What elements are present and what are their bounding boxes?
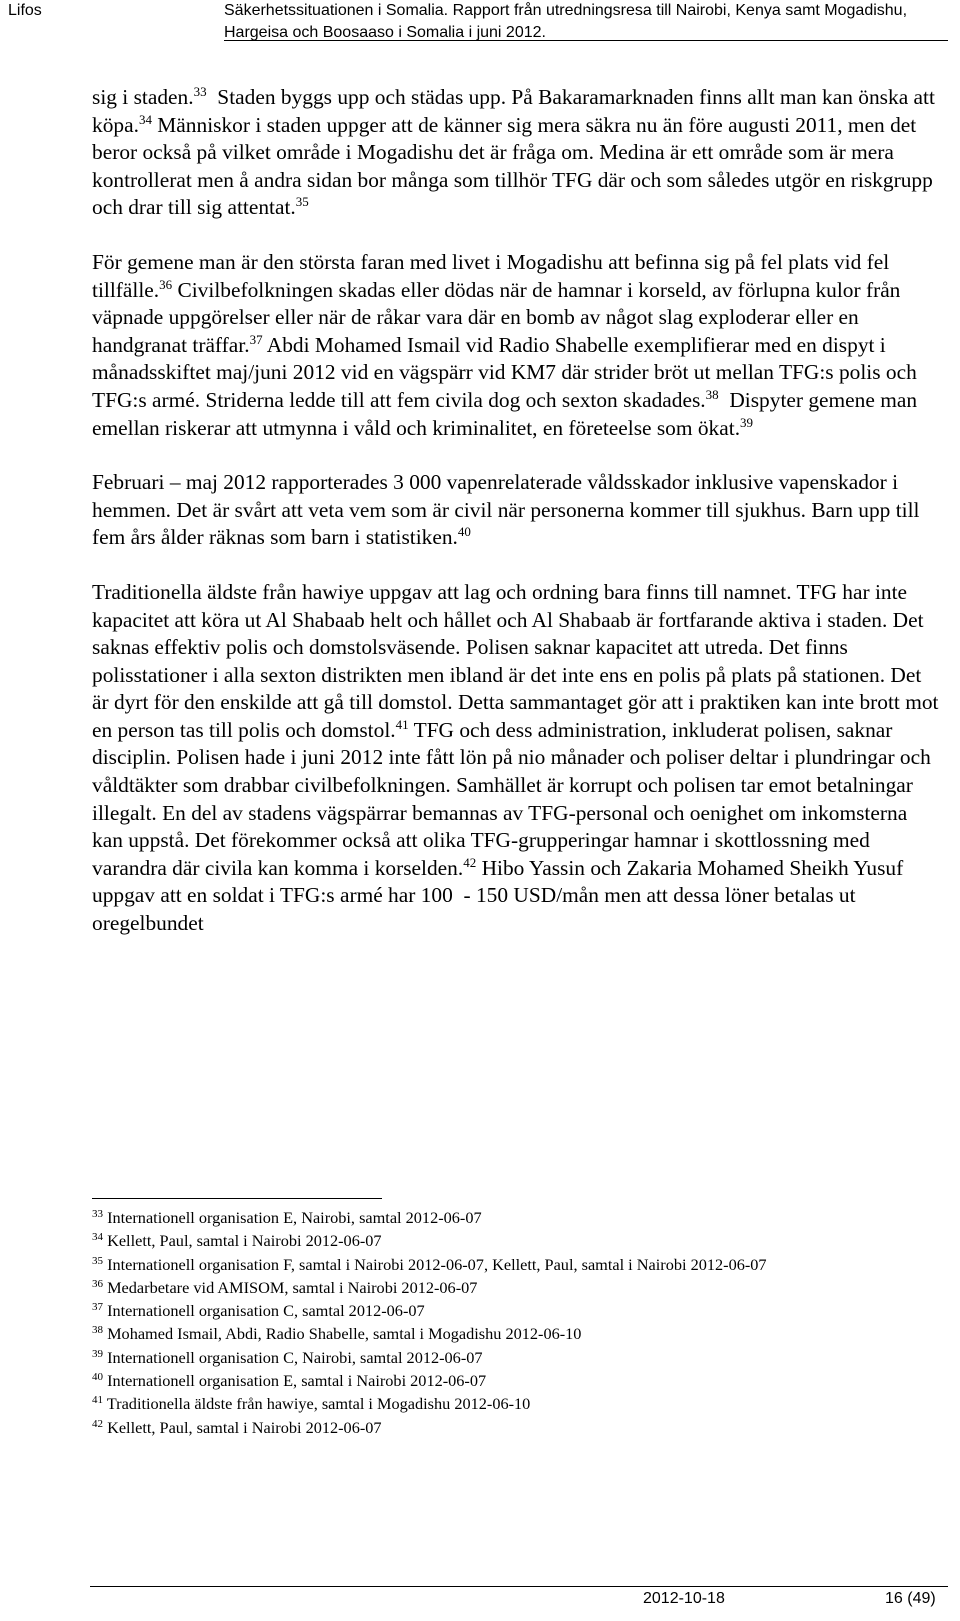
paragraph <box>92 469 942 552</box>
footer-rule <box>90 1586 948 1587</box>
footnote-number: 41 <box>92 1394 103 1407</box>
footnote-number: 35 <box>92 1254 103 1267</box>
paragraph-text: Hibo Yassin och Zakaria Mohamed Sheikh Yusuf uppgav att en soldat i TFG:s armé har 100 - 150 USD/mån men att dessa löner betalas ut oregelbundet <box>92 855 909 936</box>
footnote-reference[interactable]: 42 <box>463 854 477 870</box>
footnote-separator <box>92 1198 382 1199</box>
page-header <box>0 0 960 44</box>
footnote-reference[interactable]: 39 <box>740 414 754 430</box>
page-number: 16 (49) <box>885 1590 936 1607</box>
footnote-number: 33 <box>92 1208 103 1220</box>
footnote <box>92 1369 942 1392</box>
footnote <box>92 1322 942 1345</box>
header-rule <box>224 40 948 41</box>
paragraph-text: Februari – maj 2012 rapporterades 3 000 vapenrelaterade våldsskador inklusive vapenskador i hemmen. Det är svårt att veta vem som är civil när personerna kommer till sjukhus. Barn upp till fem års ålder räknas som barn i statistiken. <box>92 470 925 550</box>
paragraph <box>92 249 942 442</box>
footnote-reference[interactable]: 36 <box>159 276 173 292</box>
footnote-reference[interactable]: 34 <box>138 111 152 127</box>
paragraph-text: För gemene man är den största faran med livet i Mogadishu att befinna sig på fel plats vid fel tillfälle. <box>92 249 895 302</box>
footnote-text: Internationell organisation E, Nairobi, samtal 2012-06-07 <box>107 1208 482 1227</box>
footnote-text: Medarbetare vid AMISOM, samtal i Nairobi 2012-06-07 <box>107 1277 478 1297</box>
footnote-reference[interactable]: 33 <box>193 84 207 99</box>
footnotes <box>92 1206 942 1439</box>
footnote-text: Internationell organisation E, samtal i Nairobi 2012-06-07 <box>107 1371 487 1391</box>
paragraph-text: Staden byggs upp och städas upp. På Bakaramarknaden finns allt man kan önska att köpa. <box>92 85 941 137</box>
footnote <box>92 1206 942 1229</box>
footnote <box>92 1253 942 1276</box>
footnote-number: 40 <box>92 1371 103 1384</box>
footnote-number: 42 <box>92 1417 103 1430</box>
footnote <box>92 1229 942 1252</box>
footnote <box>92 1346 942 1369</box>
footnote-reference[interactable]: 37 <box>249 331 263 347</box>
paragraph-text: Civilbefolkningen skadas eller dödas när de hamnar i korseld, av förlupna kulor från väpnade uppgörelser eller när de råkar vara där en bomb av något slag exploderar eller en handgranat träffar. <box>92 277 906 357</box>
footnote-text: Kellett, Paul, samtal i Nairobi 2012-06-07 <box>107 1231 382 1251</box>
paragraph <box>92 579 942 938</box>
paragraph-text: sig i staden. <box>92 85 194 109</box>
footnote-text: Internationell organisation C, Nairobi, samtal 2012-06-07 <box>107 1347 483 1367</box>
footer-date: 2012-10-18 <box>643 1590 725 1607</box>
paragraph-text: Abdi Mohamed Ismail vid Radio Shabelle exemplifierar med en dispyt i månadsskiftet maj/juni 2012 vid en vägspärr vid KM7 där strider bröt ut mellan TFG:s polis och TFG:s armé. Striderna ledde till att fem civila dog och sexton skadades. <box>92 332 922 412</box>
footnote-number: 37 <box>92 1301 103 1314</box>
document-title: Säkerhetssituationen i Somalia. Rapport från utredningsresa till Nairobi, Kenya samt Mogadishu, Hargeisa och Boosaaso i Somalia i juni 2012. <box>224 2 908 41</box>
paragraph-text: TFG och dess administration, inkluderat polisen, saknar disciplin. Polisen hade i juni 2012 inte fått lön på nio månader och poliser deltar i plundringar och våldtäkter som drabbar civilbefolkningen. Samhället är korrupt och polisen tar emot betalningar illegalt. En del av stadens vägspärrar bemannas av TFG-personal och oenighet om inkomsterna kan uppstå. Det förekommer också att olika TFG-grupperingar hamnar i skottlossning med varandra där civila kan komma i korselden. <box>92 717 937 880</box>
paragraph-text: Människor i staden uppger att de känner sig mera säkra nu än före augusti 2011, men det beror också på vilket område i Mogadishu det är fråga om. Medina är ett område som är mera kontrollerat men å andra sidan bor många som tillhör TFG där och som således utgör en riskgrupp och drar till sig attentat. <box>92 112 939 220</box>
footnote-reference[interactable]: 35 <box>295 194 309 210</box>
page-footer <box>0 1586 960 1616</box>
footnote-text: Internationell organisation F, samtal i Nairobi 2012-06-07, Kellett, Paul, samtal i Nairobi 2012-06-07 <box>107 1254 767 1274</box>
paragraph-text: Traditionella äldste från hawiye uppgav att lag och ordning bara finns till namnet. TFG har inte kapacitet att köra ut Al Shabaab helt och hållet och Al Shabaab är fortfarande aktiva i staden. Det saknas effektiv polis och domstolsväsende. Polisen saknar kapacitet att utreda. Det finns polisstationer i alla sexton distrikten men ibland är det inte ens en polis på plats på stationen. Det är dyrt för den enskilde att gå till domstol. Detta sammantaget gör att i praktiken kan inte brott mot en person tas till polis och domstol. <box>92 579 944 742</box>
body-text <box>92 84 942 965</box>
footnote-reference[interactable]: 40 <box>457 524 471 540</box>
paragraph <box>92 84 942 222</box>
footnote-text: Mohamed Ismail, Abdi, Radio Shabelle, samtal i Mogadishu 2012-06-10 <box>107 1324 582 1344</box>
organization-name: Lifos <box>8 2 42 19</box>
footnote <box>92 1392 942 1415</box>
paragraph-text: Dispyter gemene man emellan riskerar att utmynna i våld och kriminalitet, en företeelse som ökat. <box>92 387 923 440</box>
footnote-number: 36 <box>92 1277 103 1290</box>
footnote-number: 34 <box>92 1231 103 1244</box>
footnote-number: 39 <box>92 1347 103 1360</box>
footnote <box>92 1276 942 1299</box>
footnote-text: Kellett, Paul, samtal i Nairobi 2012-06-07 <box>107 1417 382 1437</box>
footnote-number: 38 <box>92 1324 103 1337</box>
footnote <box>92 1299 942 1322</box>
footnote-text: Internationell organisation C, samtal 2012-06-07 <box>107 1301 425 1321</box>
footnote-text: Traditionella äldste från hawiye, samtal i Mogadishu 2012-06-10 <box>106 1394 531 1414</box>
footnote-reference[interactable]: 41 <box>395 716 409 732</box>
footnote-reference[interactable]: 38 <box>705 386 719 402</box>
footnote <box>92 1416 942 1439</box>
